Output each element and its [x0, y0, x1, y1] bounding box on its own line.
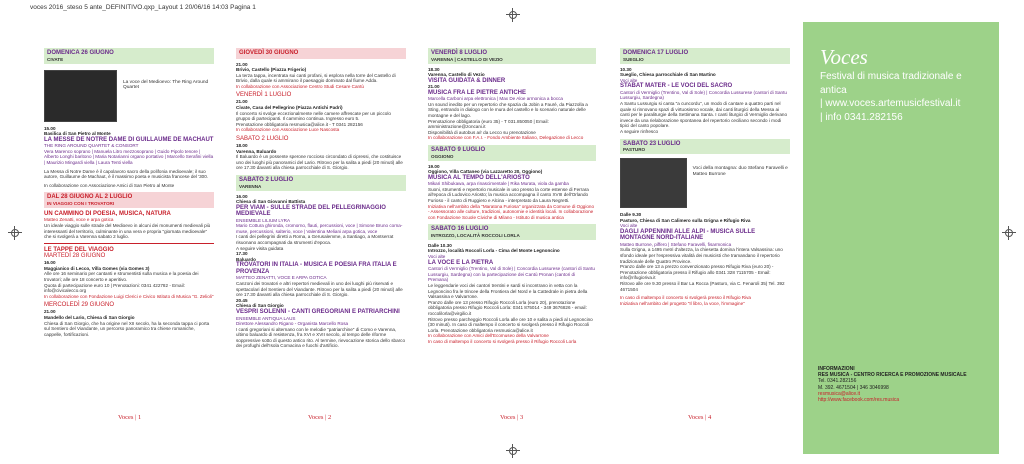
event-description: A Santu Lussurgiu si canta "a cuncordu", un modo di cantare a quattro parti nel quale si rinnovano spazi di virtuosismo vocale, dai canti liturgici della Messa ai canti per le paraliturgie della Settimana Santa. I canti liturgici di Vermiglio derivano invece da una rielaborazione spontanea del repertorio ceciliano secondo i modi tipici del canto popolare.	[620, 100, 787, 129]
event-title: VISITA GUIDATA & DINNER	[428, 77, 506, 84]
event-info: Ritrovo alle ore 9.30 presso il Bar La Rocca (Pasturo, via C. Fenaroli 35) Tel. 392 4671504	[620, 280, 785, 292]
event-title: LA MESSE DE NOTRE DAME DI GUILLAUME DE MACHAUT	[44, 136, 214, 143]
event-description: Un sound inedito per un repertorio che spazia da Jobin a Fauré, da Piazzolla a Sting, entrando in dialogo con le mura del castello e lo scenario naturale delle montagne e del lago.	[428, 101, 588, 119]
event-cast: Mikari Shibukawa, arpa rinascimentale | Rika Murata, viola da gamba	[428, 181, 569, 187]
event-ensemble: ENSEMBLE LILIUM LYRA	[236, 217, 291, 223]
event-time: 17.30	[236, 251, 248, 257]
event-time: 21.00	[236, 61, 248, 67]
event-cast: Cantori di Vermiglio (Trentino, Val di Sole) | Concordia Lussurese (cantori di Santu Lussurgiu, Sardegna) con la partecipazione dei Cantù Pronan (cantori di Premana)	[428, 266, 595, 283]
event-title: LA VOCE E LA PIETRA	[428, 259, 494, 266]
event-venue: Pasturo, Chiesa di San Calimero sulla Grigna e Rifugio Riva	[620, 217, 751, 223]
event-venue: Mandello del Lario, Chiesa di San Giorgio	[44, 314, 135, 320]
event-title: STABAT MATER - LE VOCI DEL SACRO	[620, 83, 733, 90]
event-note: Disponibilità di autobus a/r da Lecco su prenotazione	[428, 129, 536, 135]
event-note: A seguire visita guidata	[236, 245, 284, 251]
event-description: Alle ore 16 seminario per cantanti e strumentisti sulla musica e la poesia dei trovatori; alle ore 18 concerto e aperitivo.	[44, 271, 199, 282]
event-description: Sulla Grigna, a 1495 metri d'altezza, la chiesetta domina l'intera Valsassina: uno sfondo ideale per l'espressiva vitalità dei musicisti che tramandano il repertorio tradizionale delle Quattro Province.	[620, 247, 783, 264]
event-title: PER VIAM - SULLE STRADE DEL PELLEGRINAGGIO MEDIEVALE	[236, 204, 386, 218]
event-cast: Cantori di Vermiglio (Trentino, Val di Sole) | Concordia Lussurese (cantori di Santu Lussurgiu, Sardegna)	[620, 89, 787, 101]
event-time: 20.45	[236, 297, 248, 303]
event-collab: In collaborazione con Associazione Centro Studi Cesare Cantù	[236, 83, 364, 89]
registration-mark-icon	[1002, 226, 1016, 240]
section-title: UN CAMMINO DI POESIA, MUSICA, NATURA	[44, 210, 171, 217]
event-description: I canti gregoriani si alternano con le melodie "patriarchine" di Como e Varenna, ultimo baluardo di resistenza, fra XVI e XVII secolo, al tempo delle riforme soppressive sotto di questo antico rito. Al termine, rievocazione storica dello sbarco dei profughi dell'Isola Comacina e fuochi d'artificio.	[236, 326, 406, 349]
event-title: TROVATORI IN ITALIA - MUSICA E POESIA FRA ITALIA E PROVENZA	[236, 262, 397, 275]
event-venue: Civate, Casa del Pellegrino (Piazza Antichi Padri)	[236, 105, 343, 111]
event-venue: Basilica di San Pietro al Monte	[44, 131, 111, 137]
event-description: Il Baluardo è un possente sperone roccioso circondato di cipressi, che costituisce uno dei luoghi più panoramici del Lario. Ritrovo per la salita a piedi (20 minuti) alle ore 17.30 davanti alla chiesa parrocchiale di S. Giorgio.	[236, 154, 403, 171]
email-link[interactable]: resmusica@alice.it	[818, 390, 861, 397]
event-description: Chiesa di San Giorgio, che ha origine nel XII secolo, ha la seconda tappa ci porta sul Sentiero del Viandante, un percorso panoramico tra chiese romaniche, cappelle, fortificazioni.	[44, 320, 210, 337]
event-ensemble: THE RING AROUND QUARTET & CONSORT	[44, 143, 139, 149]
event-description: Suoni, strumenti e repertorio musicale in uso presso la corte estense di Ferrara all'epoca di Ludovico Ariosto; la musica accompagna il canto XVIII dell'Orlando Furioso - il canto di Ruggiero e Alcina - interpretato da Laura Negretti.	[428, 186, 589, 203]
event-note: Voci alte	[428, 254, 446, 260]
photo-caption: La voce del Medioevo: The Ring Around Quartet	[122, 79, 209, 91]
event-venue: Chiesa di San Giorgio	[236, 303, 284, 309]
event-venue: Maggianico di Lecco, Villa Gomes (via Gomes 3)	[44, 265, 150, 271]
facebook-link[interactable]: http://www.facebook.com/res.musica	[818, 397, 900, 404]
event-collab: Iniziativa nell'ambito della "Maratona Furiosa" organizzata da Comune di Oggiono - Assessorato alle culture, tradizioni, autonomie e identità locali. In collaborazione con Fondazione Scuole Civiche di Milano - Istituto di musica antica	[428, 203, 595, 220]
event-note: Voci alte	[620, 223, 638, 229]
event-band: SABATO 16 LUGLIO INTROZZO, LOCALITÀ ROCCOLI LORLA	[428, 224, 596, 240]
event-info: Ritrovo presso parcheggio Roccoli Lorla alle ore 10 e salita a piedi al Legnoncino (30 minuti). In caso di maltempo il concerto si svolgerà presso il Rifugio Roccoli Lorla. Prenotazione obbligatoria resmusica@alice.it	[428, 316, 593, 333]
event-description: La terza tappa, incentrata sui canti profani, si esplora nella torre del Castello di Brivio, dalla quale si ammirano il paesaggio dominato dal fiume Adda.	[236, 72, 396, 84]
event-title: VESPRI SOLENNI - CANTI GREGORIANI E PATRIARCHINI	[236, 309, 400, 315]
event-title: DAGLI APPENNINI ALLE ALPI - MUSICA SULLE MONTAGNE NORD-ITALIANE	[620, 228, 756, 242]
event-cast: Direttore Alessandro Rigano - Organista Marcello Rosa	[236, 321, 349, 327]
event-title: MUSICA AL TEMPO DELL'ARIOSTO	[428, 174, 530, 181]
page-number: Voces | 4	[688, 414, 712, 421]
event-description: I canti dei pellegrini diretti a Roma, a Gerusalemme, a Santiago, a Montserrat risuonano accompagnati da strumenti d'epoca.	[236, 234, 394, 246]
event-info: Quota di partecipazione euro 10 | Prenotazioni: 0341 422782 - Email: info@civicalecco.org	[44, 282, 185, 294]
column-1	[44, 44, 214, 414]
event-time: 21.00	[44, 309, 56, 315]
registration-mark-icon	[8, 226, 22, 240]
tappa-date: MERCOLEDÌ 29 GIUGNO	[44, 302, 115, 309]
event-venue: Baluardo	[236, 256, 256, 262]
event-info: Prenotazione obbligatoria resmusica@alice.it - T 0341 282156	[236, 121, 363, 127]
photo-caption: Voci della montagna: duo Stefano Faravelli e Matteo Burrone	[692, 166, 788, 177]
event-time: 18.00	[236, 143, 248, 149]
event-title: MUSICA FRA LE PIETRE ANTICHE	[428, 89, 527, 96]
event-info: Prenotazione obbligatoria (euro 35) - T 031.850050 | Email: amministrazione@zoncani.it	[428, 118, 549, 130]
contact-info: INFORMAZIONI RES MUSICA - CENTRO RICERCA E PROMOZIONE MUSICALE Tel. 0341.282156 M. 392. 4671504 | 346 3046998 resmusica@alice.it http://www.facebook.com/res.musica	[818, 366, 993, 403]
event-collab: In collaborazione con Fondazione Luigi Clerici e Civico Istituto di Musica "G. Zelioli"	[44, 293, 214, 299]
event-time: 18.30	[428, 66, 440, 72]
event-note: In caso di maltempo il concerto si svolgerà presso il Rifugio Riva	[620, 295, 751, 301]
event-note: A seguire rinfresco	[620, 128, 659, 134]
event-ensemble: MATTEO ZENATTI, VOCE E ARPA GOTICA	[236, 275, 327, 281]
event-venue: Introzzo, località Roccoli Lorla - Cima del Monte Legnoncino	[428, 248, 560, 254]
event-time: Dalle 10.30	[428, 242, 452, 248]
page-number: Voces | 3	[500, 414, 524, 421]
event-collab: In collaborazione con Associazione Luce Nascosta	[236, 127, 340, 133]
event-time: 21.00	[236, 99, 248, 105]
event-description: Il concerto si svolge eccezionalmente nelle camere affrescate per un piccolo gruppo di partecipanti. Il cammino continua. Ingresso euro 5.	[236, 110, 391, 122]
event-info: Pranzo dalle ore 13 presso Rifugio Roccoli Lorla (euro 20), prenotazione obbligatoria presso Rifugio Roccoli Lorla: 0341 875014 - 349 3676826 - email: roccolilorla@virgilio.it	[428, 299, 587, 316]
event-description: Le leggendarie voci dei cantori trentini e sardi si incontrano in vetta con la Legnoncino fra le trincee della Frontiera del Nord e la Cattedrale in pietra della Valsassina e Valvarrone.	[428, 282, 588, 300]
section-description: Un ideale viaggio sulle strade del Medioevo in alcuni dei monumenti medievali più interessanti del territorio, culminante in una vera e propria "giornata medioevale" che si svolgerà a Varenna sabato 2 luglio.	[44, 222, 211, 240]
column-2	[236, 44, 406, 414]
event-venue: Oggiono, Villa Cattaneo (via Lazzaretto 20, Oggiono)	[428, 169, 543, 175]
event-band: SABATO 23 LUGLIO PASTURO	[620, 139, 790, 155]
column-4	[620, 44, 790, 414]
event-time: 16.00	[44, 260, 56, 266]
event-cast: Mario Cottura ghironda, cromorno, flauti, percussioni, voce | Simone Bruno corna-muse, percussioni, salterio, voce | Valentina Meliani arpa gotica, voce	[236, 223, 403, 234]
event-venue: Sueglio, Chiesa parrocchiale di San Martino	[620, 72, 716, 78]
registration-mark-icon	[506, 444, 520, 458]
event-description: La Messa di Notre Dame è il capolavoro sacro della polifonia medioevale; il suo autore, Guillaume de Machaut, è il massimo poeta e musicista francese del '300.	[44, 168, 209, 180]
event-venue: Varenna, Castello di Vezio	[428, 72, 485, 78]
event-time: 21.00	[428, 84, 440, 90]
ensemble-photo	[44, 70, 117, 122]
page-number: Voces | 2	[308, 414, 332, 421]
event-venue: Varenna, Baluardo	[236, 148, 277, 154]
event-collab: Iniziativa nell'ambito del progetto "Il libro, la voce, l'immagine"	[620, 300, 745, 306]
event-date: SABATO 2 LUGLIO	[236, 136, 289, 143]
tappe-heading: LE TAPPE DEL VIAGGIO	[44, 246, 114, 253]
event-time: Dalle 9.30	[620, 212, 642, 218]
event-band: GIOVEDÌ 30 GIUGNO	[236, 48, 406, 59]
event-band: DAL 28 GIUGNO AL 2 LUGLIO IN VIAGGIO CON I TROVATORI	[44, 192, 214, 208]
event-cast: Marcella Carboni arpa elettronica | Max De Aloe armonica a bocca	[428, 96, 563, 102]
event-time: 19.00	[428, 163, 440, 169]
column-3	[428, 44, 596, 414]
section-author: Matteo Zenatti, voce e arpa gotica	[44, 217, 114, 223]
brand-logo: Voces	[820, 45, 868, 69]
event-band: DOMENICA 26 GIUGNO CIVATE	[44, 48, 214, 64]
brand-tagline: Festival di musica tradizionale e antica | www.voces.artemusicfestival.it | info 0341.282156	[820, 71, 962, 123]
event-collab: In collaborazione con F.A.I. - Fondo Ambiente Italiano, Delegazione di Lecco	[428, 135, 584, 141]
event-note: In caso di maltempo il concerto si svolgerà presso il Rifugio Roccoli Lorla	[428, 338, 577, 344]
print-slug: voces 2016_steso 5 ante_DEFINITIVO.qxp_Layout 1 20/06/16 14:03 Pagina 1	[30, 4, 256, 11]
event-collab: In collaborazione con Amici dell'Ecomuseo della Valvarrone	[428, 333, 549, 339]
event-note: Voci alte	[620, 77, 638, 83]
event-time: 16.00	[236, 193, 248, 199]
event-info: Pranzo dalle ore 13 a prezzo convenzionato presso Rifugio Riva (euro 20) - Prenotazione obbligatoria presso il Rifugio allo 0341 328 7115705 - Email: info@rifugioriva.it	[620, 264, 774, 281]
musicians-photo	[620, 158, 687, 208]
page-number: Voces | 1	[118, 414, 142, 421]
tappa-date: MARTEDÌ 28 GIUGNO	[44, 253, 106, 260]
event-band: SABATO 9 LUGLIO OGGIONO	[428, 145, 596, 161]
event-time: 15.00	[44, 125, 56, 131]
event-collab: In collaborazione con Associazione Amici di San Pietro al Monte	[44, 182, 175, 188]
event-band: VENERDÌ 8 LUGLIO VARENNA | CASTELLO DI VEZIO	[428, 48, 596, 64]
event-cast: Matteo Burrone, piffero | Stefano Faravelli, fisarmonica	[620, 241, 732, 247]
event-band: SABATO 2 LUGLIO VARENNA	[236, 175, 406, 191]
registration-mark-icon	[506, 8, 520, 22]
event-date: VENERDÌ 1 LUGLIO	[236, 92, 292, 99]
event-time: 10.30	[620, 66, 632, 72]
event-cast: Vera Marenco soprano | Manuela Litro mezzosoprano | Guido Pipolo tenore | Alberto Longhi baritono | Maria Notarianni organo portativo | Marcello Serafini viella | Maurizio Mingardi viella | Laura Tenti viella	[44, 148, 214, 165]
event-description: Canzoni dei trovatori e altri repertori medievali in uno dei luoghi più riservati e spettacolari del Sentiero del Viandante. Ritrovo per la salita a piedi (20 minuti) alle ore 17.30 davanti alla chiesa parrocchiale di S. Giorgio.	[236, 281, 403, 298]
event-ensemble: ENSEMBLE ANTIQUA LAUS	[236, 315, 296, 321]
event-band: DOMENICA 17 LUGLIO SUEGLIO	[620, 48, 790, 64]
event-venue: Brivio, Castello (Piazza Frigerio)	[236, 67, 307, 73]
event-venue: Chiesa di San Giovanni Battista	[236, 199, 306, 205]
